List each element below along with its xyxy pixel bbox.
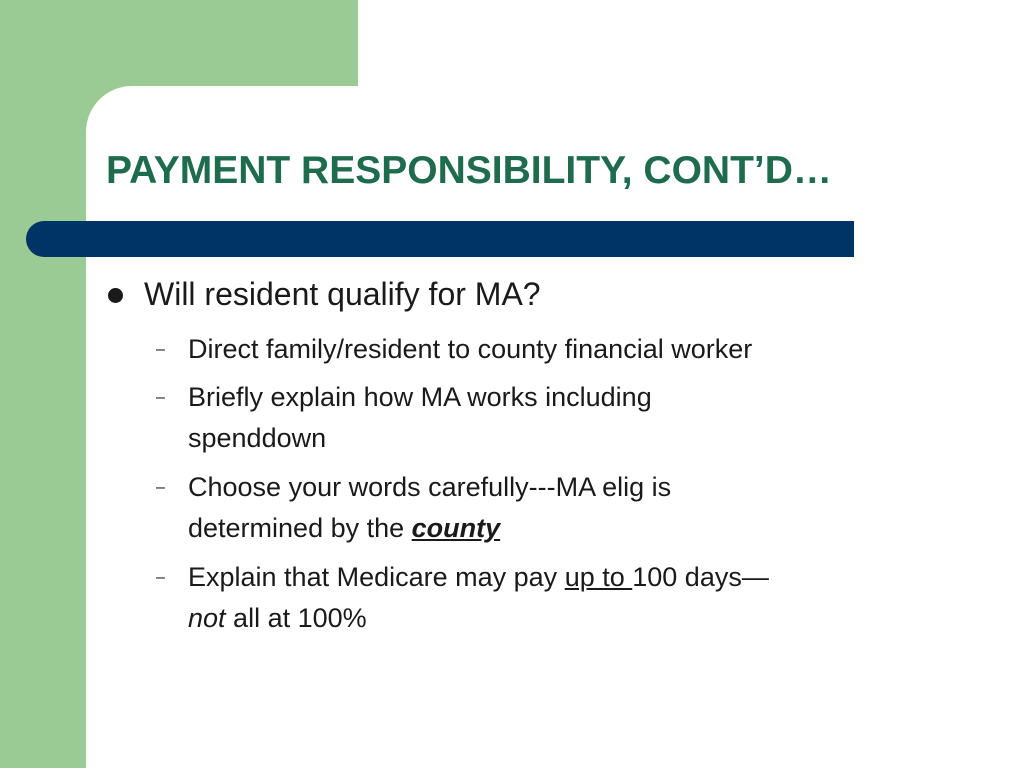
sub-item-3-line-2 [188,508,671,549]
sub-item-4-line-2-rest: all at 100% [225,603,367,633]
dash-marker-icon: – [156,341,165,358]
bullet-item [108,276,541,313]
slide-title: PAYMENT RESPONSIBILITY, CONT’D… [106,149,832,192]
bullet-dot-icon [108,288,123,303]
sub-item-3 [156,467,671,549]
sub-item-4-suffix: 100 days— [632,562,769,592]
county-emphasis: county [411,513,501,543]
not-italic: not [188,603,226,633]
sub-item-1-text: Direct family/resident to county financial worker [188,334,753,364]
sub-item-4 [156,557,769,639]
dash-marker-icon: – [156,569,165,586]
sub-item-4-line-2 [188,598,769,639]
sub-item-3-prefix: determined by the [188,513,412,543]
sub-item-2-line-2: spenddown [188,423,327,453]
dash-marker-icon: – [156,479,165,496]
decorative-green-sidebar [0,0,86,768]
sub-item-2 [156,377,652,459]
sub-item-1 [156,329,752,370]
up-to-underlined: up to [564,562,633,592]
sub-item-3-line-1: Choose your words carefully---MA elig is [188,472,672,502]
sub-item-2-line-1: Briefly explain how MA works including [188,382,652,412]
title-underline-bar [26,221,854,257]
sub-item-4-prefix: Explain that Medicare may pay [188,562,565,592]
sub-item-4-line-1 [188,557,769,598]
bullet-text: Will resident qualify for MA? [144,276,541,312]
dash-marker-icon: – [156,389,165,406]
